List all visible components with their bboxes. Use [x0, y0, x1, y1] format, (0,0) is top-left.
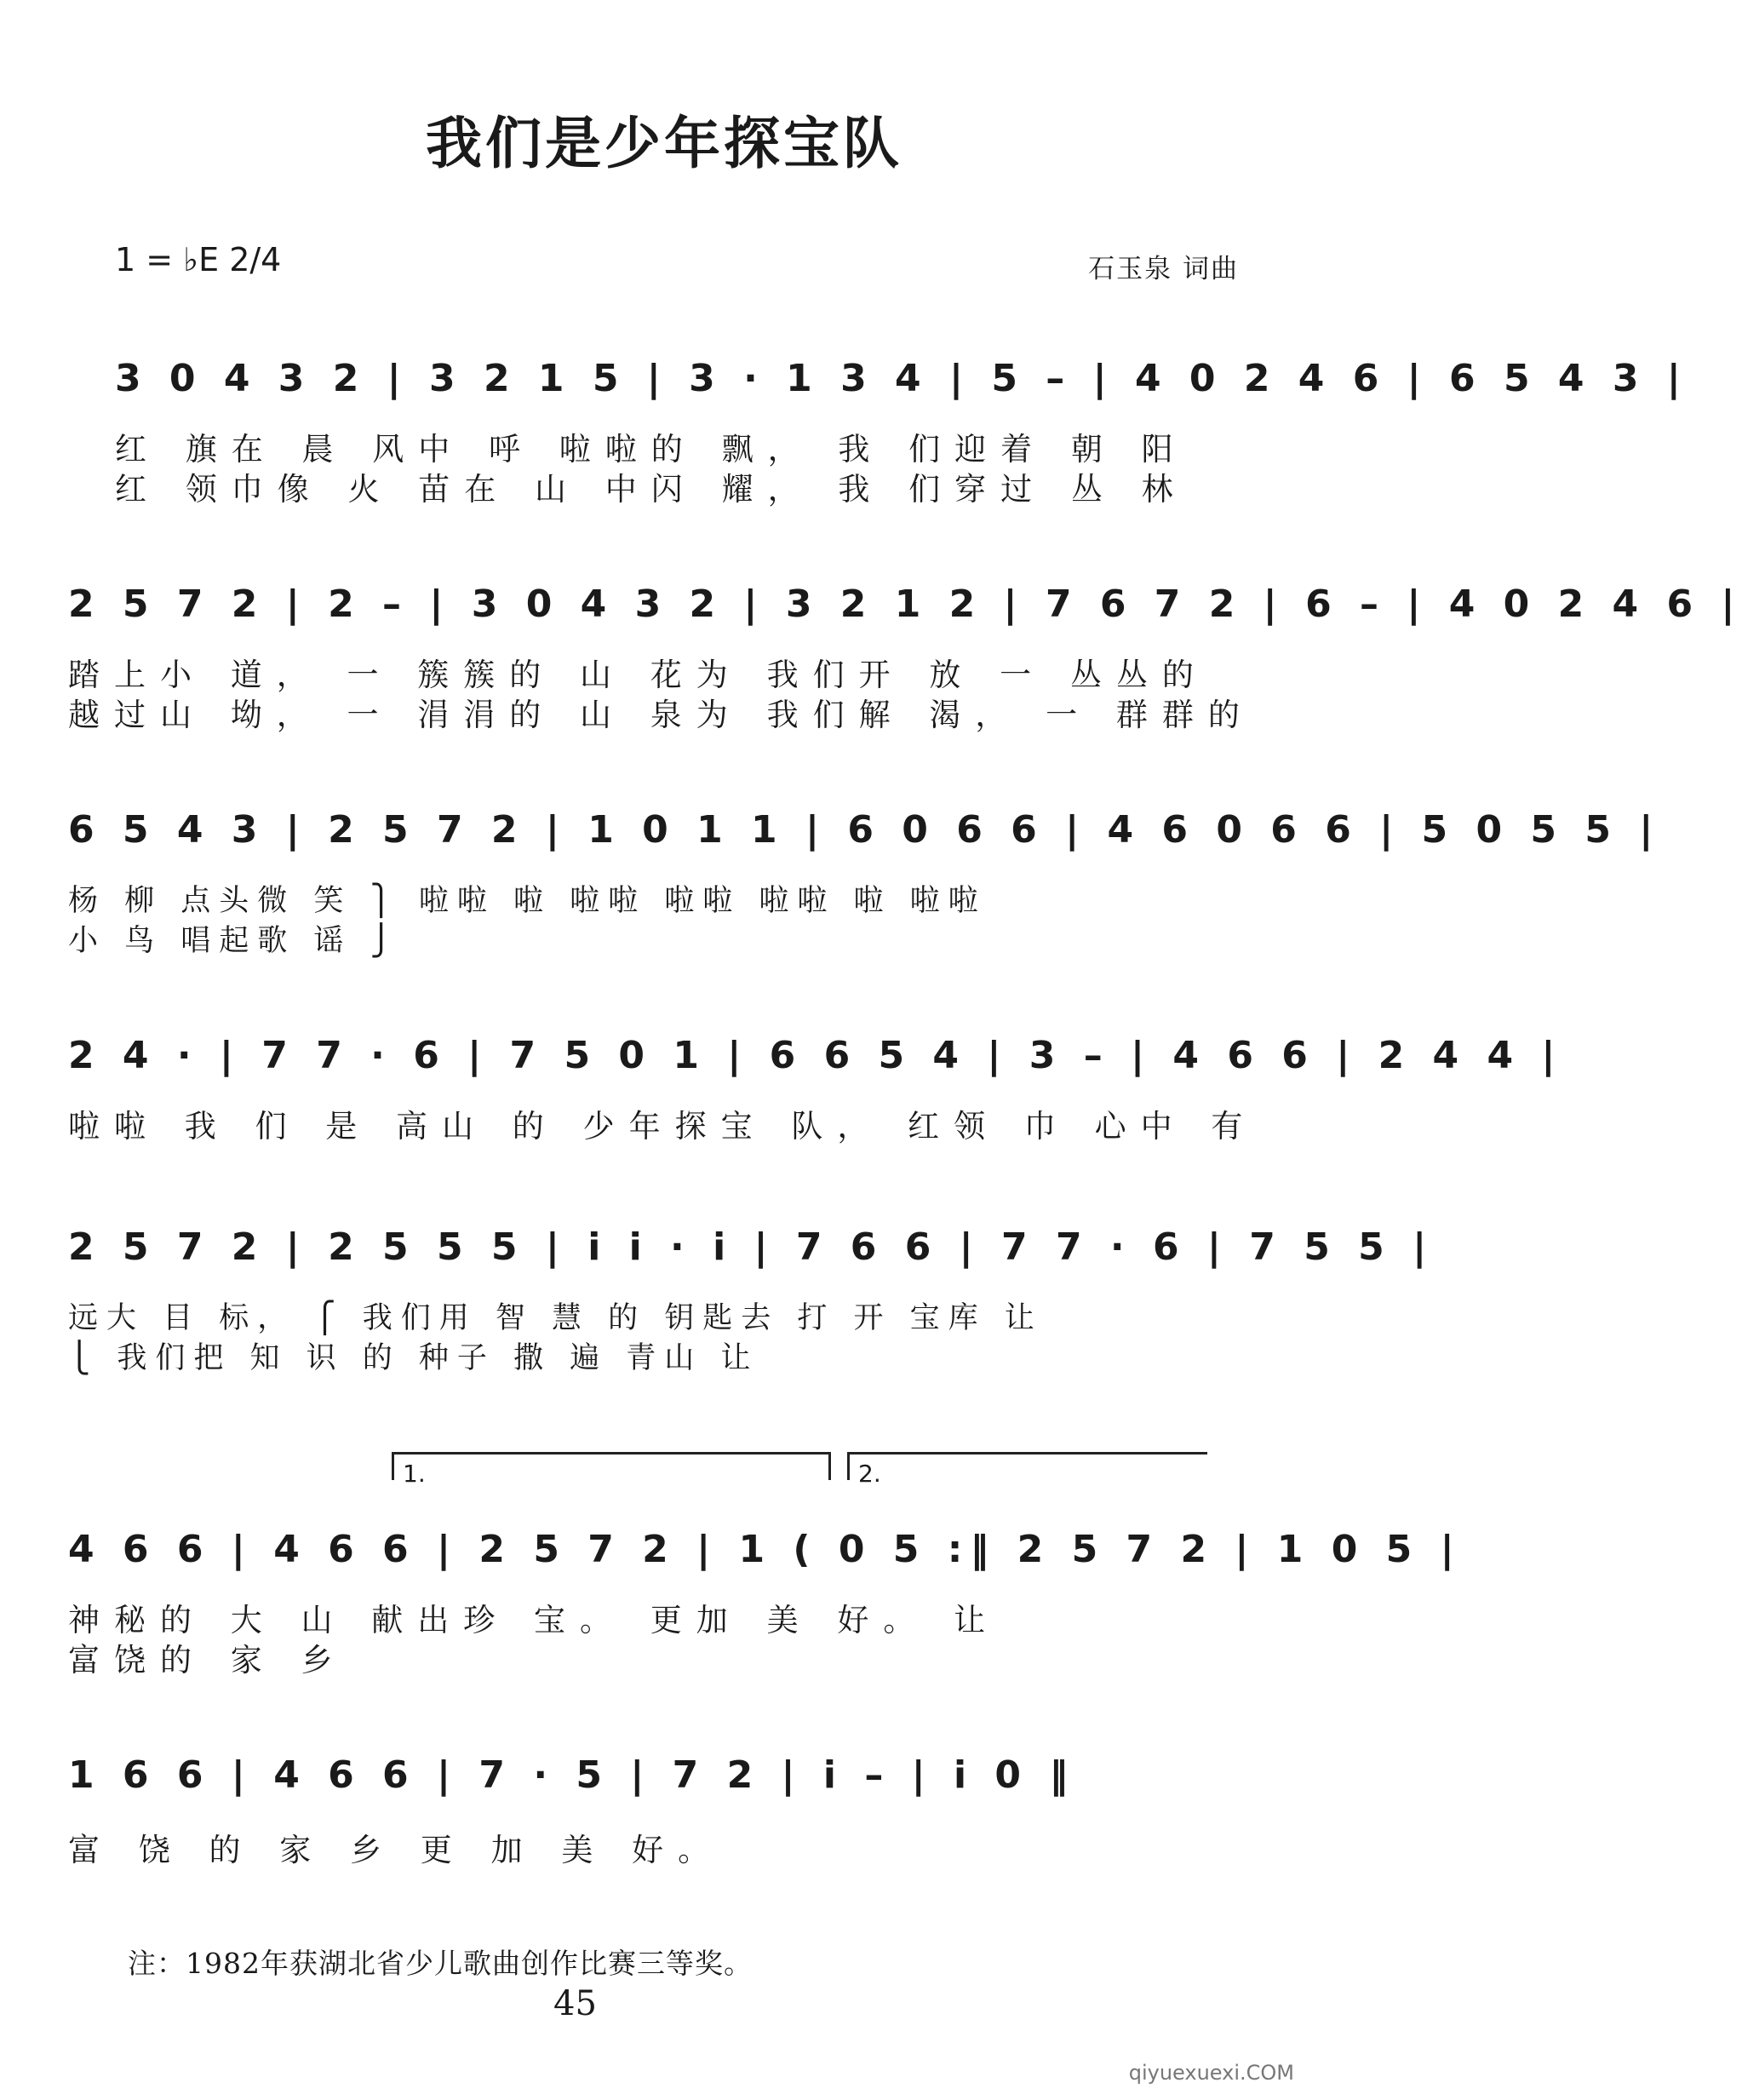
lyric-line-5-verse-2: ⎩ 我们把 知 识 的 种子 撒 遍 青山 让 [68, 1341, 759, 1375]
notation-line-3: 6 5 4 3 | 2 5 7 2 | 1 0 1 1 | 6 0 6 6 | 4 6 0 6 6 | 5 0 5 5 | [68, 808, 1661, 852]
notation-line-4: 2 4 · | 7 7 · 6 | 7 5 0 1 | 6 6 5 4 | 3 – | 4 6 6 | 2 4 4 | [68, 1034, 1563, 1077]
lyric-line-1-verse-2: 红 领巾像 火 苗在 山 中闪 耀， 我 们穿过 丛 林 [115, 471, 1188, 508]
notation-line-2: 2 5 7 2 | 2 – | 3 0 4 3 2 | 3 2 1 2 | 7 6 7 2 | 6 – | 4 0 2 4 6 | [68, 582, 1742, 626]
notation-line-1: 3 0 4 3 2 | 3 2 1 5 | 3 · 1 3 4 | 5 – | 4 0 2 4 6 | 6 5 4 3 | [115, 357, 1688, 400]
first-ending-label: 1. [403, 1460, 426, 1488]
lyric-line-1-verse-1: 红 旗在 晨 风中 呼 啦啦的 飘， 我 们迎着 朝 阳 [115, 431, 1188, 468]
song-title: 我们是少年探宝队 [426, 110, 903, 176]
lyric-line-3-verse-2: 小 鸟 唱起歌 谣 ⎭ [68, 924, 401, 958]
notation-line-5: 2 5 7 2 | 2 5 5 5 | i i · i | 7 6 6 | 7 7 · 6 | 7 5 5 | [68, 1225, 1435, 1269]
lyric-line-6-verse-2: 富饶的 家 乡 [68, 1642, 347, 1678]
second-ending-label: 2. [858, 1460, 881, 1488]
author-credit: 石玉泉 词曲 [1088, 254, 1239, 284]
watermark: qiyuexuexi.COM [1128, 2061, 1294, 2085]
footnote: 注：1982年获湖北省少儿歌曲创作比赛三等奖。 [128, 1947, 753, 1980]
lyric-line-7: 富 饶 的 家 乡 更 加 美 好。 [68, 1832, 725, 1868]
second-ending-bracket [847, 1452, 1207, 1488]
lyric-line-2-verse-2: 越过山 坳， 一 涓涓的 山 泉为 我们解 渴， 一 群群的 [68, 697, 1254, 733]
lyric-line-5-verse-1: 远大 目 标， ⎧ 我们用 智 慧 的 钥匙去 打 开 宝库 让 [68, 1301, 1043, 1335]
lyric-line-2-verse-1: 踏上小 道， 一 簇簇的 山 花为 我们开 放 一 丛丛的 [68, 657, 1208, 693]
lyric-line-4: 啦啦 我 们 是 高山 的 少年探宝 队， 红领 巾 心中 有 [68, 1108, 1258, 1145]
page-number: 45 [553, 1984, 597, 2023]
notation-line-6: 4 6 6 | 4 6 6 | 2 5 7 2 | 1 ( 0 5 :‖ 2 5 7 2 | 1 0 5 | [68, 1528, 1462, 1571]
first-ending-bracket [392, 1452, 831, 1488]
lyric-line-3-verse-1: 杨 柳 点头微 笑 ⎫ 啦啦 啦 啦啦 啦啦 啦啦 啦 啦啦 [68, 884, 987, 918]
notation-line-7: 1 6 6 | 4 6 6 | 7 · 5 | 7 2 | i – | i 0 ‖ [68, 1753, 1076, 1797]
lyric-line-6-verse-1: 神秘的 大 山 献出珍 宝。 更加 美 好。 让 [68, 1602, 1000, 1638]
key-signature: 1 = ♭E 2/4 [115, 241, 282, 278]
